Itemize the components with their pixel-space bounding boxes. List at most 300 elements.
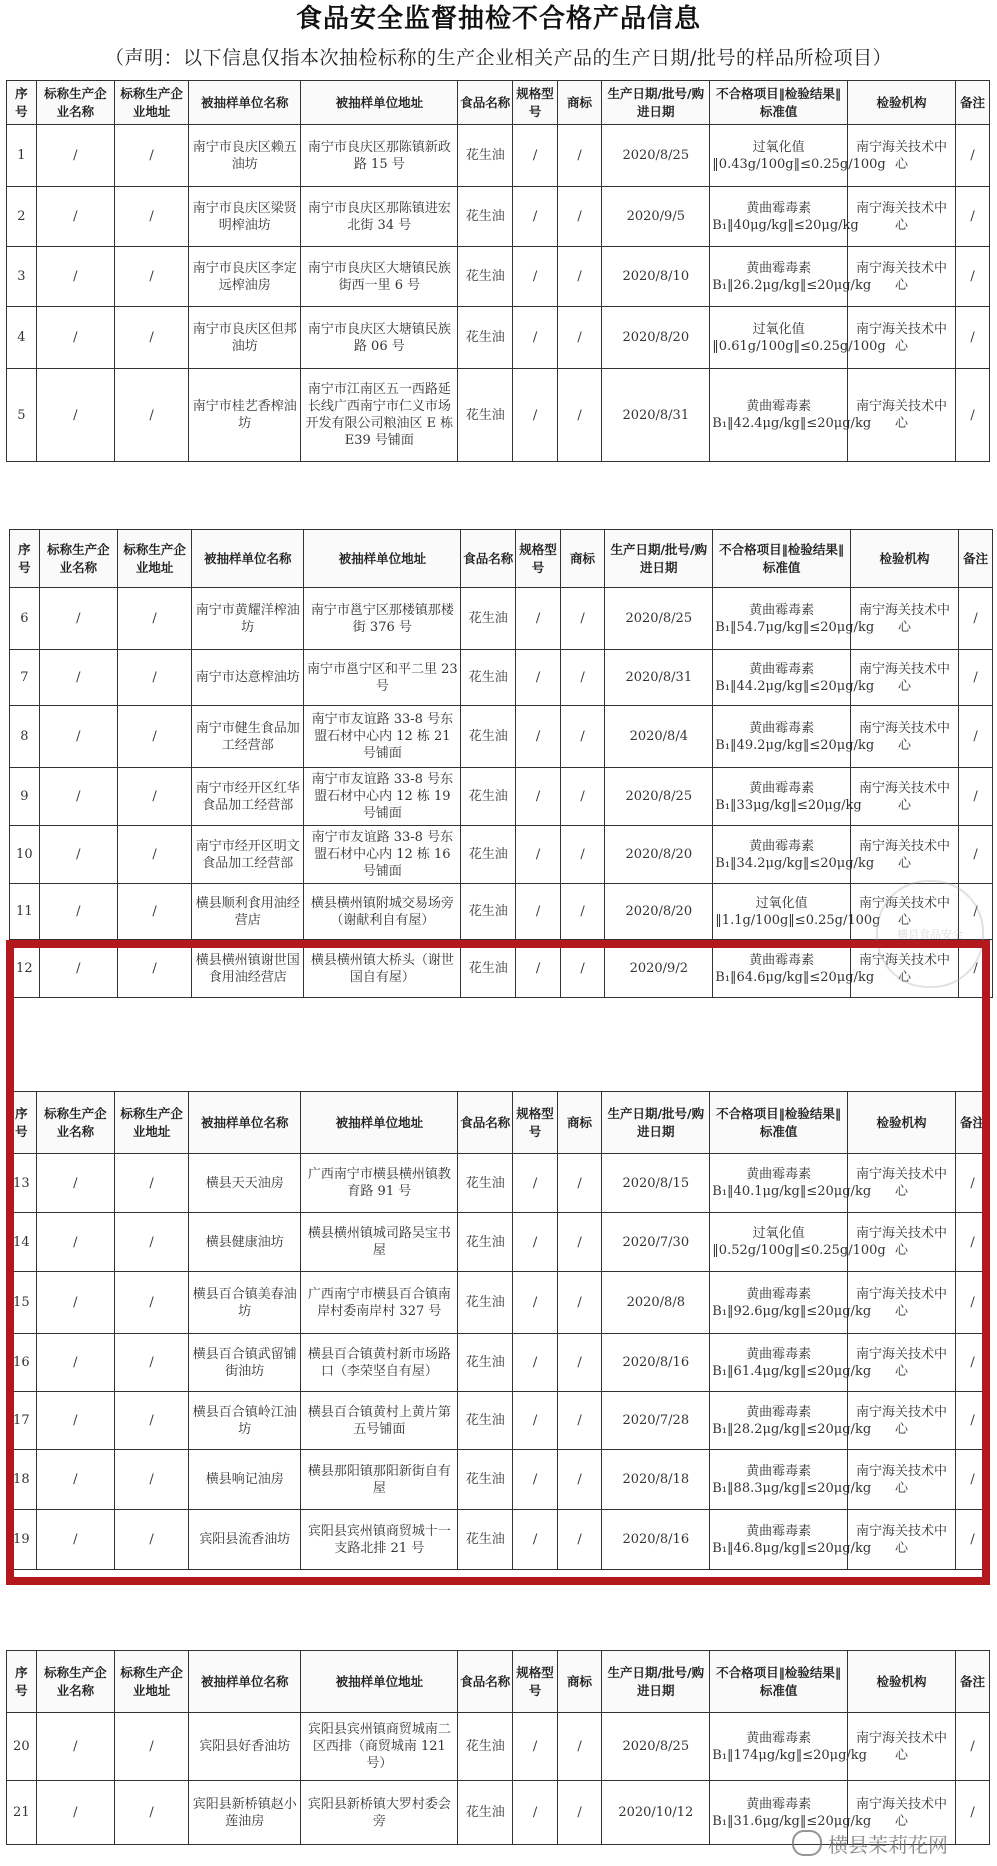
cell-org: 南宁海关技术中心 (848, 187, 956, 247)
hdr-brand: 商标 (557, 1651, 601, 1713)
table-row (10, 650, 993, 706)
cell-note: / (956, 187, 990, 247)
cell-addr: 横县百合镇黄村上黄片第五号铺面 (301, 1392, 458, 1450)
stamp-watermark (876, 880, 984, 988)
cell-spec: / (516, 650, 560, 706)
cell-unit: 横县响记油房 (189, 1450, 301, 1510)
cell-brand: / (560, 940, 604, 998)
cell-no: 2 (7, 187, 37, 247)
cell-no: 13 (7, 1154, 37, 1213)
cell-spec: / (513, 1213, 557, 1272)
cell-c1: / (39, 884, 117, 940)
cell-date: 2020/8/31 (602, 369, 710, 462)
cell-c2: / (118, 650, 192, 706)
cell-note: / (956, 1213, 990, 1272)
cell-c1: / (39, 768, 117, 826)
cell-unit: 南宁市桂艺香榨油坊 (189, 369, 301, 462)
cell-result: 黄曲霉毒素 B₁‖40μg/kg‖≤20μg/kg (710, 187, 848, 247)
table-row (7, 1450, 990, 1510)
cell-date: 2020/8/15 (602, 1154, 710, 1213)
hdr-no: 序号 (10, 530, 40, 588)
table-row (7, 247, 990, 307)
cell-c1: / (36, 1781, 114, 1845)
hdr-producer-addr: 标称生产企业地址 (118, 530, 192, 588)
hdr-no: 序号 (7, 1092, 37, 1154)
cell-spec: / (516, 940, 560, 998)
hdr-sampled-addr: 被抽样单位地址 (304, 530, 461, 588)
cell-spec: / (516, 768, 560, 826)
cell-no: 15 (7, 1272, 37, 1334)
cell-note: / (959, 588, 993, 650)
hdr-producer-addr: 标称生产企业地址 (115, 1651, 189, 1713)
cell-c1: / (39, 940, 117, 998)
cell-spec: / (513, 187, 557, 247)
cell-note: / (956, 247, 990, 307)
table-header-row (7, 81, 990, 125)
hdr-brand: 商标 (557, 81, 601, 125)
table-header-row (10, 530, 993, 588)
cell-brand: / (560, 650, 604, 706)
cell-brand: / (557, 1213, 601, 1272)
cell-date: 2020/8/20 (602, 307, 710, 369)
watermark-text: 横县茉莉花网 (828, 1832, 948, 1857)
cell-date: 2020/8/25 (605, 588, 713, 650)
hdr-food-name: 食品名称 (458, 1651, 513, 1713)
cell-unit: 横县健康油坊 (189, 1213, 301, 1272)
cell-spec: / (513, 1510, 557, 1570)
cell-result: 过氧化值‖1.1g/100g‖≤0.25g/100g (713, 884, 851, 940)
cell-note: / (956, 1272, 990, 1334)
cell-no: 14 (7, 1213, 37, 1272)
cell-spec: / (513, 1272, 557, 1334)
cell-note: / (956, 369, 990, 462)
cell-org: 南宁海关技术中心 (851, 768, 959, 826)
cell-addr: 南宁市良庆区那陈镇新政路 15 号 (301, 125, 458, 187)
cell-unit: 南宁市健生食品加工经营部 (192, 706, 304, 768)
cell-no: 1 (7, 125, 37, 187)
cell-date: 2020/8/25 (605, 768, 713, 826)
cell-no: 9 (10, 768, 40, 826)
cell-c1: / (36, 1392, 114, 1450)
cell-result: 黄曲霉毒素 B₁‖28.2μg/kg‖≤20μg/kg (710, 1392, 848, 1450)
cell-c2: / (115, 1334, 189, 1392)
table-row (10, 588, 993, 650)
cell-brand: / (557, 1781, 601, 1845)
cell-date: 2020/8/20 (605, 826, 713, 884)
hdr-sampled-unit: 被抽样单位名称 (189, 1651, 301, 1713)
inspection-table (6, 1091, 990, 1570)
cell-spec: / (513, 1781, 557, 1845)
table-row (7, 1392, 990, 1450)
cell-note: / (956, 1154, 990, 1213)
hdr-date: 生产日期/批号/购进日期 (605, 530, 713, 588)
cell-result: 黄曲霉毒素 B₁‖34.2μg/kg‖≤20μg/kg (713, 826, 851, 884)
cell-brand: / (560, 588, 604, 650)
cell-c1: / (36, 307, 114, 369)
table-row (7, 187, 990, 247)
cell-addr: 南宁市良庆区大塘镇民族路 06 号 (301, 307, 458, 369)
cell-brand: / (557, 1510, 601, 1570)
cell-c2: / (115, 1272, 189, 1334)
cell-addr: 宾阳县宾州镇商贸城南二区西排（商贸城南 121 号） (301, 1713, 458, 1781)
cell-addr: 南宁市良庆区大塘镇民族街西一里 6 号 (301, 247, 458, 307)
cell-note: / (956, 1334, 990, 1392)
cell-c2: / (115, 307, 189, 369)
table-header-row (7, 1092, 990, 1154)
cell-brand: / (560, 826, 604, 884)
cell-spec: / (513, 1713, 557, 1781)
cell-org: 南宁海关技术中心 (848, 1781, 956, 1845)
cell-addr: 南宁市友谊路 33-8 号东盟石材中心内 12 栋 16 号铺面 (304, 826, 461, 884)
cell-c1: / (36, 1713, 114, 1781)
hdr-note: 备注 (956, 81, 990, 125)
cell-no: 16 (7, 1334, 37, 1392)
cell-date: 2020/8/25 (602, 1713, 710, 1781)
cell-no: 10 (10, 826, 40, 884)
cell-addr: 南宁市江南区五一西路延长线广西南宁市仁义市场开发有限公司粮油区 E 栋 E39 号铺面 (301, 369, 458, 462)
cell-date: 2020/8/10 (602, 247, 710, 307)
cell-brand: / (557, 187, 601, 247)
cell-no: 18 (7, 1450, 37, 1510)
hdr-no: 序号 (7, 1651, 37, 1713)
cell-no: 20 (7, 1713, 37, 1781)
cell-unit: 南宁市良庆区赖五油坊 (189, 125, 301, 187)
hdr-sampled-unit: 被抽样单位名称 (189, 81, 301, 125)
cell-food: 花生油 (458, 1392, 513, 1450)
cell-spec: / (516, 884, 560, 940)
hdr-spec: 规格型号 (513, 81, 557, 125)
table-row (10, 884, 993, 940)
hdr-producer-name: 标称生产企业名称 (36, 1092, 114, 1154)
cell-c2: / (118, 706, 192, 768)
cell-c1: / (36, 1334, 114, 1392)
cell-addr: 横县横州镇大桥头（谢世国自有屋） (304, 940, 461, 998)
cell-food: 花生油 (458, 247, 513, 307)
cell-brand: / (557, 1392, 601, 1450)
cell-unit: 宾阳县好香油坊 (189, 1713, 301, 1781)
hdr-note: 备注 (956, 1651, 990, 1713)
cell-addr: 横县横州镇城司路吴宝书屋 (301, 1213, 458, 1272)
cell-c1: / (39, 588, 117, 650)
cell-c2: / (115, 1450, 189, 1510)
cell-note: / (959, 884, 993, 940)
cell-addr: 南宁市良庆区那陈镇进宏北街 34 号 (301, 187, 458, 247)
cell-c2: / (115, 1213, 189, 1272)
cell-org: 南宁海关技术中心 (848, 1272, 956, 1334)
cell-food: 花生油 (458, 1510, 513, 1570)
cell-c1: / (36, 1510, 114, 1570)
cell-food: 花生油 (461, 940, 516, 998)
cell-no: 21 (7, 1781, 37, 1845)
cell-food: 花生油 (458, 125, 513, 187)
table-row (10, 768, 993, 826)
cell-food: 花生油 (458, 1713, 513, 1781)
cell-spec: / (513, 307, 557, 369)
cell-food: 花生油 (458, 1272, 513, 1334)
hdr-note: 备注 (956, 1092, 990, 1154)
cell-org: 南宁海关技术中心 (851, 588, 959, 650)
cell-note: / (956, 1392, 990, 1450)
cell-note: / (959, 706, 993, 768)
cell-date: 2020/7/28 (602, 1392, 710, 1450)
cell-org: 南宁海关技术中心 (851, 706, 959, 768)
cell-c2: / (118, 826, 192, 884)
cell-food: 花生油 (458, 187, 513, 247)
cell-date: 2020/8/16 (602, 1510, 710, 1570)
hdr-result: 不合格项目‖检验结果‖标准值 (713, 530, 851, 588)
cell-result: 黄曲霉毒素 B₁‖49.2μg/kg‖≤20μg/kg (713, 706, 851, 768)
cell-c2: / (115, 247, 189, 307)
cell-org: 南宁海关技术中心 (848, 1154, 956, 1213)
table-row (7, 1713, 990, 1781)
cell-addr: 横县百合镇黄村新市场路口（李荣坚自有屋） (301, 1334, 458, 1392)
cell-food: 花生油 (461, 650, 516, 706)
cell-brand: / (560, 884, 604, 940)
cell-spec: / (513, 1154, 557, 1213)
cell-brand: / (557, 1272, 601, 1334)
cell-result: 过氧化值‖0.52g/100g‖≤0.25g/100g (710, 1213, 848, 1272)
cell-note: / (956, 1713, 990, 1781)
cell-c1: / (39, 706, 117, 768)
hdr-note: 备注 (959, 530, 993, 588)
cell-no: 5 (7, 369, 37, 462)
cell-date: 2020/8/16 (602, 1334, 710, 1392)
cell-brand: / (557, 1450, 601, 1510)
cell-no: 12 (10, 940, 40, 998)
cell-unit: 横县百合镇美春油坊 (189, 1272, 301, 1334)
cell-c1: / (36, 1154, 114, 1213)
cell-addr: 广西南宁市横县百合镇南岸村委南岸村 327 号 (301, 1272, 458, 1334)
cell-date: 2020/8/8 (602, 1272, 710, 1334)
cell-org: 南宁海关技术中心 (851, 650, 959, 706)
hdr-date: 生产日期/批号/购进日期 (602, 1651, 710, 1713)
cell-brand: / (557, 247, 601, 307)
cell-food: 花生油 (461, 768, 516, 826)
cell-addr: 南宁市友谊路 33-8 号东盟石材中心内 12 栋 19 号铺面 (304, 768, 461, 826)
cell-org: 南宁海关技术中心 (848, 125, 956, 187)
hdr-food-name: 食品名称 (458, 1092, 513, 1154)
hdr-org: 检验机构 (848, 81, 956, 125)
cell-brand: / (560, 706, 604, 768)
table-header-row (7, 1651, 990, 1713)
hdr-spec: 规格型号 (513, 1651, 557, 1713)
hdr-brand: 商标 (557, 1092, 601, 1154)
cell-food: 花生油 (458, 1213, 513, 1272)
cell-note: / (956, 1781, 990, 1845)
cell-brand: / (557, 1334, 601, 1392)
hdr-producer-name: 标称生产企业名称 (36, 1651, 114, 1713)
page-subtitle: （声明：以下信息仅指本次抽检标称的生产企业相关产品的生产日期/批号的样品所检项目） (105, 47, 892, 69)
cell-result: 黄曲霉毒素 B₁‖31.6μg/kg‖≤20μg/kg (710, 1781, 848, 1845)
cell-c1: / (36, 1213, 114, 1272)
cell-result: 黄曲霉毒素 B₁‖26.2μg/kg‖≤20μg/kg (710, 247, 848, 307)
cell-unit: 南宁市经开区红华食品加工经营部 (192, 768, 304, 826)
cell-unit: 南宁市达意榨油坊 (192, 650, 304, 706)
table-row (7, 1334, 990, 1392)
chat-bubble-icon (792, 1830, 822, 1856)
cell-result: 黄曲霉毒素 B₁‖42.4μg/kg‖≤20μg/kg (710, 369, 848, 462)
cell-brand: / (557, 125, 601, 187)
cell-c2: / (115, 187, 189, 247)
hdr-producer-addr: 标称生产企业地址 (115, 81, 189, 125)
inspection-table (6, 80, 990, 462)
cell-date: 2020/9/5 (602, 187, 710, 247)
cell-spec: / (513, 1392, 557, 1450)
cell-addr: 南宁市邕宁区那楼镇那楼街 376 号 (304, 588, 461, 650)
cell-note: / (956, 1450, 990, 1510)
cell-note: / (959, 940, 993, 998)
cell-org: 南宁海关技术中心 (848, 1450, 956, 1510)
cell-no: 17 (7, 1392, 37, 1450)
hdr-brand: 商标 (560, 530, 604, 588)
hdr-sampled-unit: 被抽样单位名称 (189, 1092, 301, 1154)
hdr-org: 检验机构 (848, 1651, 956, 1713)
cell-date: 2020/8/4 (605, 706, 713, 768)
cell-unit: 南宁市良庆区李定远榨油房 (189, 247, 301, 307)
page-title: 食品安全监督抽检不合格产品信息 (295, 4, 701, 34)
hdr-no: 序号 (7, 81, 37, 125)
cell-unit: 横县百合镇武留铺街油坊 (189, 1334, 301, 1392)
source-watermark (792, 1826, 992, 1860)
cell-c2: / (115, 1781, 189, 1845)
cell-result: 黄曲霉毒素 B₁‖88.3μg/kg‖≤20μg/kg (710, 1450, 848, 1510)
cell-org: 南宁海关技术中心 (848, 1510, 956, 1570)
cell-addr: 宾阳县新桥镇大罗村委会旁 (301, 1781, 458, 1845)
table-row (7, 1154, 990, 1213)
cell-date: 2020/8/20 (605, 884, 713, 940)
hdr-spec: 规格型号 (516, 530, 560, 588)
cell-date: 2020/8/31 (605, 650, 713, 706)
cell-no: 19 (7, 1510, 37, 1570)
hdr-sampled-addr: 被抽样单位地址 (301, 1092, 458, 1154)
hdr-sampled-addr: 被抽样单位地址 (301, 1651, 458, 1713)
cell-org: 南宁海关技术中心 (848, 1713, 956, 1781)
hdr-date: 生产日期/批号/购进日期 (602, 1092, 710, 1154)
cell-spec: / (513, 1450, 557, 1510)
cell-org: 南宁海关技术中心 (851, 826, 959, 884)
cell-c1: / (39, 650, 117, 706)
cell-c2: / (115, 125, 189, 187)
cell-spec: / (516, 826, 560, 884)
cell-spec: / (513, 369, 557, 462)
cell-food: 花生油 (461, 706, 516, 768)
cell-no: 3 (7, 247, 37, 307)
cell-brand: / (557, 307, 601, 369)
cell-date: 2020/7/30 (602, 1213, 710, 1272)
cell-date: 2020/10/12 (602, 1781, 710, 1845)
cell-addr: 广西南宁市横县横州镇教育路 91 号 (301, 1154, 458, 1213)
cell-org: 南宁海关技术中心 (851, 940, 959, 998)
cell-org: 南宁海关技术中心 (851, 884, 959, 940)
cell-c2: / (115, 1392, 189, 1450)
cell-food: 花生油 (458, 1154, 513, 1213)
stamp-text: 横县食品安全 (897, 928, 963, 941)
cell-org: 南宁海关技术中心 (848, 369, 956, 462)
hdr-sampled-addr: 被抽样单位地址 (301, 81, 458, 125)
cell-result: 黄曲霉毒素 B₁‖54.7μg/kg‖≤20μg/kg (713, 588, 851, 650)
cell-spec: / (516, 588, 560, 650)
cell-unit: 南宁市经开区明文食品加工经营部 (192, 826, 304, 884)
hdr-org: 检验机构 (848, 1092, 956, 1154)
cell-c1: / (36, 1272, 114, 1334)
cell-result: 黄曲霉毒素 B₁‖44.2μg/kg‖≤20μg/kg (713, 650, 851, 706)
cell-unit: 南宁市黄耀洋榨油坊 (192, 588, 304, 650)
cell-result: 过氧化值‖0.43g/100g‖≤0.25g/100g (710, 125, 848, 187)
hdr-sampled-unit: 被抽样单位名称 (192, 530, 304, 588)
cell-result: 黄曲霉毒素 B₁‖33μg/kg‖≤20μg/kg (713, 768, 851, 826)
cell-addr: 横县那阳镇那阳新街自有屋 (301, 1450, 458, 1510)
cell-date: 2020/9/2 (605, 940, 713, 998)
cell-c1: / (36, 187, 114, 247)
table-row (10, 940, 993, 998)
hdr-producer-addr: 标称生产企业地址 (115, 1092, 189, 1154)
cell-addr: 南宁市邕宁区和平二里 23 号 (304, 650, 461, 706)
cell-unit: 南宁市良庆区但邦油坊 (189, 307, 301, 369)
cell-food: 花生油 (458, 1450, 513, 1510)
cell-result: 黄曲霉毒素 B₁‖40.1μg/kg‖≤20μg/kg (710, 1154, 848, 1213)
cell-org: 南宁海关技术中心 (848, 1392, 956, 1450)
cell-org: 南宁海关技术中心 (848, 1213, 956, 1272)
cell-c2: / (115, 1713, 189, 1781)
cell-food: 花生油 (458, 1334, 513, 1392)
cell-note: / (956, 1510, 990, 1570)
table-row (7, 1272, 990, 1334)
cell-brand: / (557, 1713, 601, 1781)
cell-c1: / (36, 247, 114, 307)
cell-food: 花生油 (458, 369, 513, 462)
hdr-org: 检验机构 (851, 530, 959, 588)
cell-org: 南宁海关技术中心 (848, 1334, 956, 1392)
table-row (10, 826, 993, 884)
cell-unit: 横县横州镇谢世国食用油经营店 (192, 940, 304, 998)
cell-food: 花生油 (458, 307, 513, 369)
cell-addr: 宾阳县宾州镇商贸城十一支路北排 21 号 (301, 1510, 458, 1570)
cell-no: 11 (10, 884, 40, 940)
cell-note: / (956, 125, 990, 187)
cell-date: 2020/8/25 (602, 125, 710, 187)
hdr-food-name: 食品名称 (458, 81, 513, 125)
hdr-spec: 规格型号 (513, 1092, 557, 1154)
cell-date: 2020/8/18 (602, 1450, 710, 1510)
cell-unit: 宾阳县新桥镇赵小莲油房 (189, 1781, 301, 1845)
hdr-producer-name: 标称生产企业名称 (36, 81, 114, 125)
cell-spec: / (513, 1334, 557, 1392)
cell-c2: / (118, 940, 192, 998)
table-row (7, 1510, 990, 1570)
hdr-result: 不合格项目‖检验结果‖标准值 (710, 1092, 848, 1154)
table-row (7, 1213, 990, 1272)
cell-food: 花生油 (461, 826, 516, 884)
cell-c1: / (36, 1450, 114, 1510)
cell-note: / (959, 826, 993, 884)
cell-note: / (959, 650, 993, 706)
cell-spec: / (516, 706, 560, 768)
cell-result: 黄曲霉毒素 B₁‖64.6μg/kg‖≤20μg/kg (713, 940, 851, 998)
table-row (7, 307, 990, 369)
cell-food: 花生油 (461, 884, 516, 940)
cell-c2: / (118, 768, 192, 826)
cell-c1: / (36, 369, 114, 462)
hdr-date: 生产日期/批号/购进日期 (602, 81, 710, 125)
hdr-food-name: 食品名称 (461, 530, 516, 588)
cell-brand: / (557, 1154, 601, 1213)
inspection-table (6, 1650, 990, 1845)
cell-no: 6 (10, 588, 40, 650)
cell-c2: / (115, 1154, 189, 1213)
cell-unit: 宾阳县流香油坊 (189, 1510, 301, 1570)
cell-result: 黄曲霉毒素 B₁‖61.4μg/kg‖≤20μg/kg (710, 1334, 848, 1392)
cell-unit: 横县顺利食用油经营店 (192, 884, 304, 940)
